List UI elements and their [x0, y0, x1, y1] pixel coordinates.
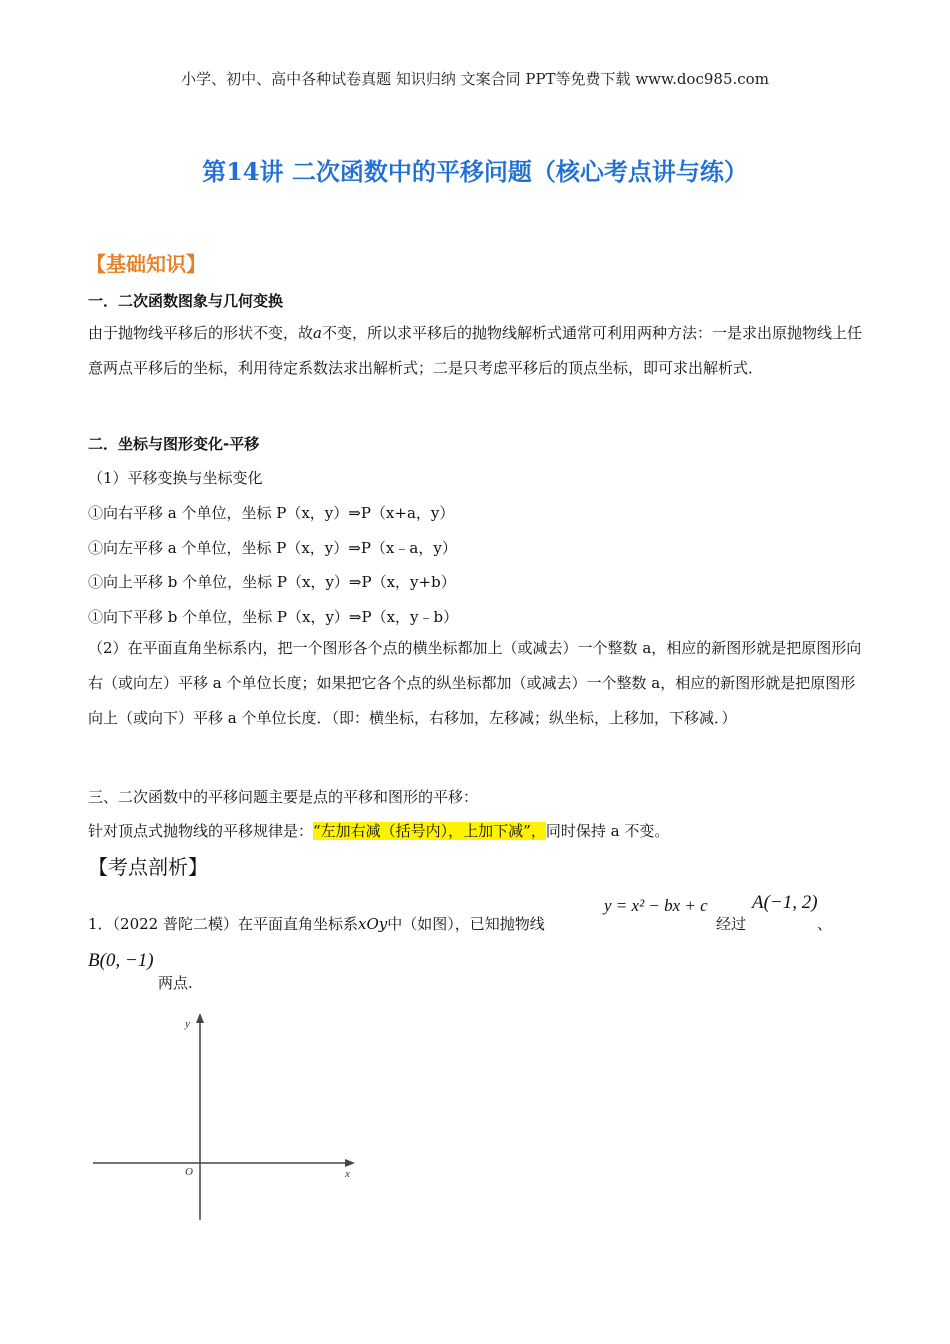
rule-shift-down: ①向下平移 b 个单位，坐标 P（x，y）⇒P（x，y﹣b） — [88, 608, 459, 626]
x-axis-label: x — [345, 1168, 350, 1180]
x-axis-arrow — [345, 1159, 355, 1167]
rule-shift-up: ①向上平移 b 个单位，坐标 P（x，y）⇒P（x，y+b） — [88, 573, 456, 591]
pass-through-label: 经过 — [716, 915, 747, 933]
page-header: 小学、初中、高中各种试卷真题 知识归纳 文案合同 PPT等免费下载 www.doc985.com — [181, 70, 769, 88]
y-axis-arrow — [196, 1013, 204, 1023]
paragraph-parabola-shift: 由于抛物线平移后的形状不变，故a不变，所以求平移后的抛物线解析式通常可利用两种方法：一是求出原抛物线上任意两点平移后的坐标，利用待定系数法求出解析式；二是只考虑平移后的顶点坐标，即可求出解析式． — [88, 324, 862, 377]
rule-shift-left: ①向左平移 a 个单位，坐标 P（x，y）⇒P（x﹣a，y） — [88, 539, 457, 557]
sub-heading-shift-coords: （1）平移变换与坐标变化 — [88, 469, 263, 487]
page-title: 第14讲 二次函数中的平移问题（核心考点讲与练） — [202, 157, 748, 186]
basics-section-label: 【基础知识】 — [86, 252, 206, 276]
rule-tail: 同时保持 a 不变。 — [545, 822, 670, 840]
separator: 、 — [817, 915, 833, 933]
origin-label: O — [185, 1166, 193, 1178]
analysis-section-label: 【考点剖析】 — [88, 855, 208, 879]
two-points-label: 两点. — [158, 974, 193, 992]
y-axis-label: y — [185, 1018, 190, 1030]
highlighted-rule: “左加右减（括号内），上加下减”， — [313, 822, 546, 840]
section3-line1: 三、二次函数中的平移问题主要是点的平移和图形的平移： — [88, 788, 479, 806]
rule-shift-right: ①向右平移 a 个单位，坐标 P（x，y）⇒P（x+a，y） — [88, 504, 455, 522]
question-1-text: 1．（2022 普陀二模）在平面直角坐标系xOy中（如图），已知抛物线 — [88, 915, 545, 933]
section3-line2 — [88, 820, 669, 841]
rule-intro: 针对顶点式抛物线的平移规律是： — [88, 822, 314, 840]
paragraph-figure-shift: （2）在平面直角坐标系内，把一个图形各个点的横坐标都加上（或减去）一个整数 a，相应的新图形就是把原图形向右（或向左）平移 a 个单位长度；如果把它各个点的纵坐标都加（或减去）一个整数 a，相应的新图形就是把原图形向上（或向下）平移 a 个单位长度．（即：横坐标，右移加，左移减；纵坐标，上移加，下移减．） — [88, 639, 862, 727]
heading-coordinate-shift: 二．坐标与图形变化-平移 — [88, 435, 260, 453]
point-b: B(0, −1) — [88, 950, 154, 971]
point-a: A(−1, 2) — [752, 892, 818, 913]
heading-geometric-transform: 一．二次函数图象与几何变换 — [88, 292, 284, 310]
coordinate-figure — [85, 1005, 365, 1230]
parabola-formula: y = x² − bx + c — [604, 896, 708, 915]
